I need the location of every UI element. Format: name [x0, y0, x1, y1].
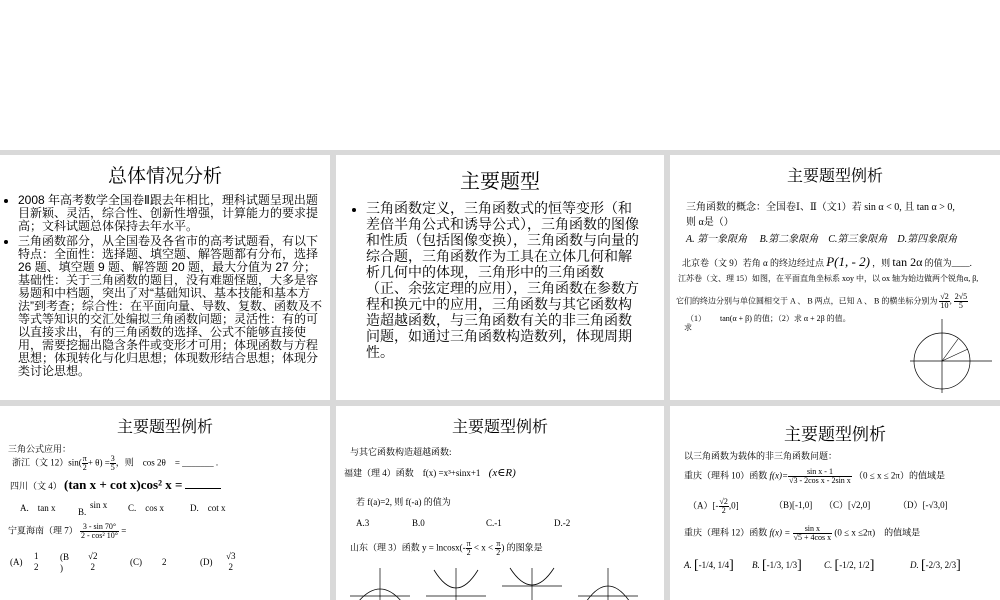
text: ,0]: [728, 500, 739, 511]
math-expr: (tan x + cot x)cos² x =: [64, 477, 183, 492]
math-expr: f(x)=: [769, 470, 789, 481]
slide-title: 主要题型例析: [786, 168, 883, 185]
answer-options: A. 第一象限角 B.第二象限角 C.第三象限角 D.第四象限角: [686, 234, 958, 245]
denominator: 2: [34, 562, 39, 572]
text: (B: [60, 552, 69, 562]
fraction: [719, 498, 729, 515]
bullet-item: • 三角函数部分，从全国卷及各省市的高考试题看，有以下特点：全面性：选择题、填空题、解答题都有分布，选择 26 题、填空题 9 题、解答题 20 题，最大分值为 27 分；基础性：关于三角函数的题目，没有难题怪题，大多是容易题和中档题，突出了对“基础知识、基本技能和基本方法”到考查；综合性：在平面向量、导数、复数、函数及不等式等知识的交汇处编拟三角函数问题；灵活性：有的可以直接求出，有的三角函数的选择、公式不能够直接使用，需要挖掘出隐含条件或变形才可用；体现函数与方程思想；体现转化与化归思想；体现数形结合思想；体现分类讨论思想。: [18, 235, 322, 378]
numerator: 3 - sin 70°: [80, 523, 119, 532]
denominator: 2: [228, 562, 233, 572]
numerator: sin x - 1: [788, 468, 852, 477]
option-a: [684, 558, 734, 574]
text: （A）[-: [688, 500, 719, 511]
label: C.: [824, 560, 833, 571]
problem-line: [12, 455, 218, 472]
slide-title: 主要题型例析: [116, 419, 213, 436]
option-a: A. tan x: [20, 503, 56, 513]
slide-main-types[interactable]: [336, 155, 664, 400]
text: 四川（文 4）: [10, 481, 62, 491]
option-b-value: [88, 551, 97, 573]
fraction: [466, 540, 472, 557]
label: A.: [684, 560, 692, 571]
text: 重庆（理科 12）函数: [684, 527, 768, 538]
problem-line: 三角函数的概念：全国卷Ⅰ、Ⅱ（文1）若 sin α < 0, 且 tan α > 0,: [686, 202, 955, 213]
problem-line: [682, 254, 972, 270]
option-d-label: (D): [200, 557, 213, 567]
label: B.: [752, 560, 760, 571]
denominator: 2: [721, 506, 726, 515]
graph-options-figure: [348, 566, 648, 600]
option-c: [824, 558, 874, 574]
option-b-label: [60, 552, 69, 574]
numerator: √2: [940, 292, 949, 301]
option-a-label: (A): [10, 557, 23, 567]
option-d: D.-2: [554, 518, 571, 528]
slide-example-formulas[interactable]: [0, 406, 330, 600]
numerator: π: [466, 539, 471, 548]
problem-line: 江苏卷（文、理 15）如图，在平面直角坐标系 xoy 中，以 ox 轴为始边做两个锐角α, β,: [678, 274, 979, 283]
bullet-list: [4, 194, 322, 378]
problem-line: [686, 313, 851, 324]
text: 的值；（2）求 α + 2β 的值。: [753, 314, 851, 323]
bullet-item: • 三角函数定义，三角函数式的恒等变形（和差倍半角公式和诱导公式），三角函数的图像和性质（包括图像变换），三角函数与向量的综合题，三角函数作为工具在立体几何和解析几何中的体现，三角形中的三角函数（正、余弦定理的应用），三角函数在参数方程和换元中的应用，三角函数与其它函数构造超越函数，与三角函数有关的非三角函数问题，如通过三角函数构造数列，体现周期性。: [366, 202, 644, 362]
problem-line: [10, 477, 221, 493]
numerator: 2√5: [954, 292, 968, 301]
interval: -1/4, 1/4: [698, 560, 730, 571]
option-c: C.-1: [486, 518, 502, 528]
option-d: D. cot x: [190, 503, 226, 513]
text: （0 ≤ x ≤ 2π）的值域是: [854, 470, 945, 481]
math-expr: tan 2α: [892, 255, 923, 269]
text: + θ) =: [87, 457, 110, 468]
text: 宁夏海南（理 7）: [8, 525, 78, 536]
option-c-value: 2: [162, 557, 167, 567]
denominator: 10: [940, 301, 949, 310]
fraction: [788, 468, 852, 485]
math-expr: f(x) =: [769, 527, 791, 538]
fraction: [793, 525, 833, 542]
denominator: 2 - cos² 10°: [81, 531, 118, 540]
top-blank-area: [0, 0, 1000, 150]
fraction: [80, 523, 119, 540]
numerator: 1: [34, 551, 39, 561]
interval: -2/3, 2/3: [925, 560, 957, 571]
slide-title: 主要题型例析: [451, 419, 548, 436]
problem-line: [684, 525, 920, 542]
text: (0 ≤ x ≤2π) 的值域是: [834, 527, 921, 538]
text: ): [60, 563, 63, 573]
numerator: √2: [88, 551, 98, 561]
bullet-list: [350, 202, 644, 362]
numerator: π: [82, 454, 87, 463]
text: < x <: [473, 542, 494, 553]
bracket: ]: [729, 558, 734, 573]
fraction: [954, 293, 968, 310]
slide-title: 主要题型: [460, 171, 540, 193]
option-b: （B)[-1,0]: [774, 500, 813, 510]
problem-line: [8, 523, 126, 540]
bracket: [: [694, 558, 699, 573]
interval: -1/3, 1/3: [766, 560, 798, 571]
denominator: 2: [496, 548, 501, 557]
answer-blank: [185, 488, 221, 489]
option-c: C. cos x: [128, 503, 165, 513]
text: 它们的终边分别与单位圆相交于 A 、 B 两点，已知 A 、 B 的横坐标分别为: [676, 296, 938, 306]
option-a-value: [34, 551, 39, 573]
bracket: [: [921, 558, 926, 573]
option-c-label: (C): [130, 557, 142, 567]
text: （1）: [686, 314, 706, 323]
text: 浙江（文 12）sin(: [12, 457, 82, 468]
bracket: [: [762, 558, 767, 573]
slide-example-transcendental[interactable]: [336, 406, 664, 600]
bullet-item: • 2008 年高考数学全国卷Ⅱ跟去年相比，理科试题呈现出题目新颖、灵活，综合性、创新性增强，计算能力的要求提高；文科试题总体保持去年水平。: [18, 194, 322, 233]
option-b: [752, 558, 802, 574]
text: =: [121, 525, 127, 536]
bracket: ]: [956, 558, 961, 573]
graph-a: [350, 568, 410, 600]
denominator: 2: [90, 562, 95, 572]
graph-c: [502, 568, 562, 600]
numerator: sin x: [793, 525, 833, 534]
slide-title: 总体情况分析: [107, 166, 222, 187]
problem-line: [684, 468, 945, 485]
option-d-value: [226, 551, 235, 573]
math-expr: (x∈R): [488, 467, 516, 479]
problem-line: 则 α是（）: [686, 217, 734, 228]
problem-line: 与其它函数构造超越函数:: [350, 447, 452, 457]
bracket: ]: [869, 558, 875, 573]
problem-line: [350, 540, 543, 557]
slide-overview[interactable]: [0, 155, 330, 400]
denominator: 5: [958, 301, 963, 310]
math-point: P(1, - 2): [826, 254, 870, 269]
slide-example-concepts[interactable]: [670, 155, 1000, 400]
option-b-expr: sin x: [90, 500, 108, 510]
text: 的值为____.: [924, 258, 972, 268]
numerator: √3: [226, 551, 236, 561]
graph-d: [578, 568, 638, 600]
problem-line: [344, 466, 516, 479]
problem-line: 以三角函数为载体的非三角函数问题：: [684, 451, 838, 461]
denominator: √5 + 4cos x: [793, 533, 832, 542]
numerator: √2: [719, 497, 728, 506]
option-b: B.: [78, 507, 87, 517]
fraction: [939, 293, 949, 310]
problem-line: 求: [684, 323, 692, 332]
text: 福建（理 4）函数 f(x) =x³+sinx+1: [344, 468, 481, 478]
bracket: [: [834, 558, 840, 573]
label: D.: [910, 560, 919, 571]
text: ) 的图象是: [501, 542, 543, 553]
interval: -1/2, 1/2: [839, 560, 870, 571]
numerator: 3: [110, 454, 115, 463]
graph-b: [426, 568, 486, 600]
option-d: （D）[-√3,0]: [898, 500, 948, 510]
text: ，则 cos 2θ = _______ .: [115, 457, 219, 468]
slide-example-range[interactable]: [670, 406, 1000, 600]
numerator: π: [496, 539, 501, 548]
unit-circle-figure: [906, 315, 996, 395]
text: 重庆（理科 10）函数: [684, 470, 768, 481]
denominator: 2: [82, 463, 87, 472]
text: ，则: [872, 258, 891, 268]
slide-title: 主要题型例析: [784, 425, 886, 444]
option-a: A.3: [356, 518, 370, 528]
option-d: [910, 558, 961, 574]
denominator: √3 - 2cos x - 2sin x: [789, 476, 851, 485]
option-a: [688, 498, 739, 515]
option-b: B.0: [412, 518, 425, 528]
text: 山东（理 3）函数 y = lncosx(-: [350, 542, 466, 553]
problem-line: 若 f(a)=2, 则 f(-a) 的值为: [356, 497, 451, 507]
bracket: ]: [797, 558, 802, 573]
denominator: 2: [466, 548, 471, 557]
denominator: 5: [110, 463, 115, 472]
text: 北京卷（文 9）若角 α 的终边经过点: [682, 258, 824, 268]
problem-line: 三角公式应用：: [8, 444, 72, 454]
math-expr: tan(α + β): [720, 314, 752, 323]
option-c: （C）[√2,0]: [824, 500, 871, 510]
problem-line: 它们的终边分别与单位圆相交于 A 、 B 两点，已知 A 、 B 的横坐标分别为 $\frac{√2}{10}$ , $\frac{2√5}{5}$: [676, 292, 968, 310]
